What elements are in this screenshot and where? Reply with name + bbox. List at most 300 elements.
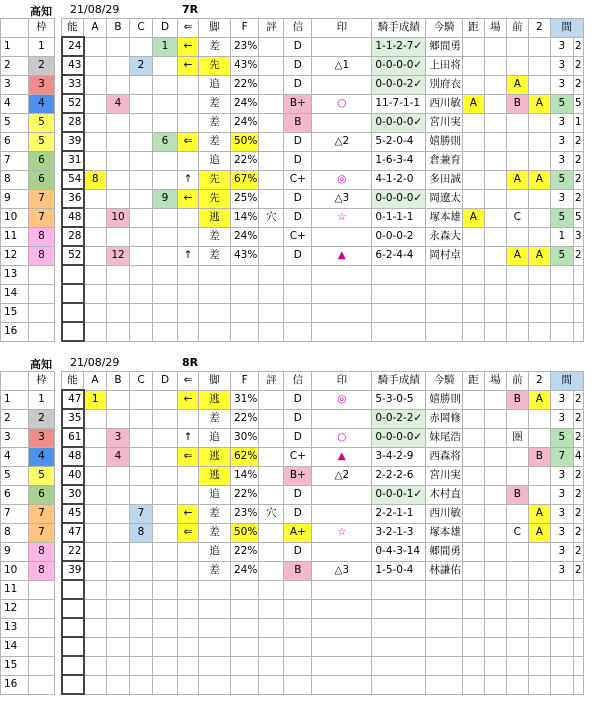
style-cell: 差 [199, 409, 231, 428]
waku-cell: 8 [29, 246, 55, 265]
gap-cell [55, 94, 62, 113]
interval-1-cell: 3 [550, 504, 573, 523]
jockey-record-cell: 0-0-0-2✓ [372, 75, 426, 94]
jockey-record-cell: 5-2-0-4 [372, 132, 426, 151]
col-d [153, 390, 178, 409]
distance-cell [462, 580, 484, 599]
mark-cell [312, 485, 372, 504]
interval-2-cell: 4 [573, 447, 583, 466]
distance-cell [462, 56, 484, 75]
col-c [130, 227, 153, 246]
ability-cell: 39 [62, 561, 84, 580]
hyo-cell: 穴 [259, 208, 284, 227]
col-b [107, 113, 130, 132]
jockey-name-cell: 宮川実 [426, 466, 463, 485]
jockey-record-cell [372, 637, 426, 656]
row-number: 15 [1, 303, 29, 322]
row-number: 6 [1, 132, 29, 151]
style-cell [199, 637, 231, 656]
gap-cell [55, 75, 62, 94]
hyo-cell [259, 284, 284, 303]
shin-cell: A+ [284, 523, 312, 542]
track-cell [484, 618, 506, 637]
col-c [130, 113, 153, 132]
hyo-cell [259, 656, 284, 675]
col-a [84, 542, 107, 561]
waku-cell: 7 [29, 189, 55, 208]
interval-2-cell: 5 [573, 208, 583, 227]
waku-cell: 8 [29, 561, 55, 580]
prev-cell [506, 322, 528, 341]
row-number: 13 [1, 618, 29, 637]
jockey-record-cell [372, 322, 426, 341]
table-row [1, 675, 584, 694]
header-cell-no [1, 372, 29, 391]
race-number: 7R [182, 3, 199, 16]
col-b [107, 37, 130, 56]
mark-cell: △3 [312, 561, 372, 580]
prev-cell: A [506, 246, 528, 265]
jockey-name-cell: 西川敏 [426, 504, 463, 523]
shin-cell: C+ [284, 447, 312, 466]
row-number: 2 [1, 409, 29, 428]
arrow-cell [178, 656, 199, 675]
header-cell: C [130, 372, 153, 391]
table-row [1, 227, 584, 246]
col-d [153, 56, 178, 75]
jockey-name-cell [426, 284, 463, 303]
track-cell [484, 637, 506, 656]
prev-cell [506, 265, 528, 284]
header-cell: 前 [506, 372, 528, 391]
second-cell [528, 409, 550, 428]
style-cell: 逃 [199, 447, 231, 466]
interval-1-cell: 3 [550, 151, 573, 170]
race-8-block [0, 353, 584, 695]
col-d [153, 113, 178, 132]
arrow-cell: ↑ [178, 246, 199, 265]
hyo-cell [259, 56, 284, 75]
col-d [153, 246, 178, 265]
distance-cell [462, 523, 484, 542]
col-b [107, 390, 130, 409]
interval-1-cell: 5 [550, 170, 573, 189]
interval-2-cell: 2 [573, 523, 583, 542]
waku-cell: 5 [29, 466, 55, 485]
col-d [153, 428, 178, 447]
prev-cell [506, 656, 528, 675]
distance-cell [462, 170, 484, 189]
interval-2-cell [573, 675, 583, 694]
interval-2-cell: 2 [573, 170, 583, 189]
jockey-record-cell: 6-2-4-4 [372, 246, 426, 265]
shin-cell [284, 675, 312, 694]
col-b [107, 75, 130, 94]
interval-2-cell: 2 [573, 485, 583, 504]
hyo-cell [259, 322, 284, 341]
col-d [153, 523, 178, 542]
track-cell [484, 447, 506, 466]
jockey-record-cell [372, 265, 426, 284]
gap-cell [55, 322, 62, 341]
row-number: 5 [1, 113, 29, 132]
col-d [153, 151, 178, 170]
distance-cell [462, 485, 484, 504]
interval-2-cell [573, 656, 583, 675]
prev-cell [506, 618, 528, 637]
gap-cell [55, 284, 62, 303]
mark-cell [312, 580, 372, 599]
distance-cell [462, 656, 484, 675]
ability-cell: 48 [62, 447, 84, 466]
second-cell: A [528, 170, 550, 189]
ability-cell: 22 [62, 542, 84, 561]
table-row [1, 113, 584, 132]
shin-cell [284, 618, 312, 637]
hyo-cell [259, 265, 284, 284]
shin-cell: B [284, 113, 312, 132]
gap-cell [55, 523, 62, 542]
jockey-name-cell [426, 303, 463, 322]
prev-cell [506, 37, 528, 56]
second-cell [528, 656, 550, 675]
interval-1-cell [550, 675, 573, 694]
row-number: 10 [1, 208, 29, 227]
jockey-name-cell: 別府衣 [426, 75, 463, 94]
track-cell [484, 523, 506, 542]
race-header [0, 353, 584, 371]
jockey-name-cell [426, 656, 463, 675]
shin-cell: D [284, 246, 312, 265]
header-row [1, 372, 584, 391]
header-cell: 印 [312, 19, 372, 38]
header-cell: 間 [550, 19, 583, 38]
shin-cell: D [284, 56, 312, 75]
ability-cell: 24 [62, 37, 84, 56]
col-b: 10 [107, 208, 130, 227]
interval-2-cell: 2 [573, 37, 583, 56]
gap-cell [55, 504, 62, 523]
jockey-name-cell: 倉兼育 [426, 151, 463, 170]
shin-cell: D [284, 189, 312, 208]
f-cell: 22% [231, 75, 259, 94]
jockey-name-cell: 郷間勇 [426, 37, 463, 56]
col-b [107, 656, 130, 675]
header-cell: A [84, 372, 107, 391]
jockey-name-cell: 西川敏 [426, 94, 463, 113]
jockey-name-cell: 嬉勝則 [426, 132, 463, 151]
interval-2-cell: 2 [573, 189, 583, 208]
ability-cell: 40 [62, 466, 84, 485]
arrow-cell [178, 599, 199, 618]
col-a [84, 523, 107, 542]
header-cell: 脚 [199, 372, 231, 391]
ability-cell: 48 [62, 208, 84, 227]
track-cell [484, 428, 506, 447]
distance-cell [462, 151, 484, 170]
prev-cell [506, 561, 528, 580]
gap-cell [55, 56, 62, 75]
waku-cell: 1 [29, 37, 55, 56]
shin-cell: B+ [284, 94, 312, 113]
style-cell: 追 [199, 75, 231, 94]
interval-1-cell: 3 [550, 409, 573, 428]
interval-1-cell [550, 580, 573, 599]
jockey-record-cell: 0-0-0-2 [372, 227, 426, 246]
row-number: 15 [1, 656, 29, 675]
date-label: 21/08/29 [70, 356, 120, 369]
f-cell [231, 322, 259, 341]
track-cell [484, 322, 506, 341]
row-number: 16 [1, 675, 29, 694]
header-cell: 評 [259, 19, 284, 38]
second-cell: A [528, 504, 550, 523]
f-cell: 14% [231, 466, 259, 485]
hyo-cell [259, 466, 284, 485]
interval-2-cell [573, 618, 583, 637]
arrow-cell [178, 675, 199, 694]
interval-1-cell: 7 [550, 447, 573, 466]
f-cell: 24% [231, 113, 259, 132]
prev-cell [506, 466, 528, 485]
mark-cell [312, 409, 372, 428]
header-cell: 場 [484, 19, 506, 38]
style-cell: 差 [199, 246, 231, 265]
row-number: 7 [1, 151, 29, 170]
col-b [107, 466, 130, 485]
mark-cell [312, 637, 372, 656]
col-b [107, 132, 130, 151]
date-label: 21/08/29 [70, 3, 120, 16]
header-cell: ⇐ [178, 372, 199, 391]
second-cell [528, 132, 550, 151]
f-cell: 22% [231, 485, 259, 504]
hyo-cell [259, 132, 284, 151]
track-cell [484, 246, 506, 265]
col-c [130, 132, 153, 151]
gap-cell [55, 466, 62, 485]
col-a [84, 428, 107, 447]
second-cell [528, 428, 550, 447]
col-c [130, 303, 153, 322]
arrow-cell: ← [178, 504, 199, 523]
mark-cell: ○ [312, 94, 372, 113]
gap-cell [55, 303, 62, 322]
table-row [1, 170, 584, 189]
row-number: 12 [1, 246, 29, 265]
ability-cell: 31 [62, 151, 84, 170]
mark-cell: △2 [312, 466, 372, 485]
jockey-record-cell: 0-0-0-0✓ [372, 113, 426, 132]
gap-cell [55, 265, 62, 284]
interval-1-cell: 3 [550, 189, 573, 208]
col-d [153, 504, 178, 523]
jockey-name-cell: 多田誠 [426, 170, 463, 189]
col-c [130, 75, 153, 94]
interval-1-cell: 3 [550, 485, 573, 504]
gap-cell [55, 372, 62, 391]
table-row [1, 322, 584, 341]
table-row [1, 265, 584, 284]
interval-2-cell [573, 265, 583, 284]
arrow-cell [178, 561, 199, 580]
hyo-cell [259, 227, 284, 246]
f-cell: 31% [231, 390, 259, 409]
row-number: 5 [1, 466, 29, 485]
col-d [153, 75, 178, 94]
prev-cell [506, 303, 528, 322]
shin-cell [284, 265, 312, 284]
distance-cell [462, 37, 484, 56]
interval-2-cell: 2 [573, 428, 583, 447]
jockey-name-cell [426, 618, 463, 637]
prev-cell: A [506, 75, 528, 94]
prev-cell: C [506, 208, 528, 227]
style-cell [199, 599, 231, 618]
mark-cell [312, 113, 372, 132]
col-c [130, 561, 153, 580]
col-b [107, 580, 130, 599]
jockey-name-cell: 宮川実 [426, 113, 463, 132]
waku-cell: 7 [29, 523, 55, 542]
gap-cell [55, 113, 62, 132]
mark-cell: △3 [312, 189, 372, 208]
track-cell [484, 56, 506, 75]
arrow-cell [178, 618, 199, 637]
second-cell: A [528, 390, 550, 409]
second-cell [528, 227, 550, 246]
row-number: 4 [1, 447, 29, 466]
hyo-cell [259, 151, 284, 170]
jockey-record-cell [372, 656, 426, 675]
jockey-name-cell [426, 599, 463, 618]
arrow-cell [178, 227, 199, 246]
row-number: 3 [1, 75, 29, 94]
col-a [84, 151, 107, 170]
distance-cell [462, 618, 484, 637]
col-c: 7 [130, 504, 153, 523]
interval-1-cell [550, 637, 573, 656]
style-cell: 差 [199, 504, 231, 523]
mark-cell: ☆ [312, 523, 372, 542]
ability-cell [62, 675, 84, 694]
col-c [130, 208, 153, 227]
row-number: 11 [1, 580, 29, 599]
ability-cell: 33 [62, 75, 84, 94]
gap-cell [55, 132, 62, 151]
arrow-cell [178, 113, 199, 132]
interval-1-cell: 3 [550, 466, 573, 485]
col-d [153, 561, 178, 580]
jockey-record-cell: 0-1-1-1 [372, 208, 426, 227]
distance-cell [462, 284, 484, 303]
shin-cell: D [284, 132, 312, 151]
gap-cell [55, 428, 62, 447]
style-cell: 差 [199, 94, 231, 113]
row-number: 16 [1, 322, 29, 341]
jockey-name-cell: 林謙佑 [426, 561, 463, 580]
mark-cell [312, 227, 372, 246]
shin-cell [284, 580, 312, 599]
jockey-name-cell: 塚本雄 [426, 523, 463, 542]
track-cell [484, 132, 506, 151]
jockey-record-cell: 0-0-0-0✓ [372, 189, 426, 208]
col-d [153, 208, 178, 227]
ability-cell [62, 265, 84, 284]
track-cell [484, 466, 506, 485]
table-row [1, 132, 584, 151]
distance-cell [462, 75, 484, 94]
waku-cell: 6 [29, 170, 55, 189]
interval-1-cell: 3 [550, 56, 573, 75]
jockey-name-cell: 西森将 [426, 447, 463, 466]
venue-label: 高知 [30, 5, 52, 18]
waku-cell: 4 [29, 94, 55, 113]
col-a [84, 466, 107, 485]
ability-cell [62, 303, 84, 322]
jockey-name-cell: 赤岡修 [426, 409, 463, 428]
shin-cell: D [284, 542, 312, 561]
hyo-cell [259, 94, 284, 113]
hyo-cell [259, 523, 284, 542]
second-cell [528, 265, 550, 284]
distance-cell [462, 265, 484, 284]
row-number: 4 [1, 94, 29, 113]
style-cell: 差 [199, 227, 231, 246]
jockey-name-cell: 嬉勝則 [426, 390, 463, 409]
col-d: 6 [153, 132, 178, 151]
col-a [84, 504, 107, 523]
jockey-record-cell: 0-0-0-0✓ [372, 56, 426, 75]
col-c [130, 637, 153, 656]
shin-cell: D [284, 390, 312, 409]
track-cell [484, 390, 506, 409]
track-cell [484, 170, 506, 189]
table-row [1, 542, 584, 561]
gap-cell [55, 208, 62, 227]
hyo-cell [259, 542, 284, 561]
ability-cell [62, 580, 84, 599]
interval-2-cell: 2 [573, 246, 583, 265]
f-cell [231, 675, 259, 694]
distance-cell: A [462, 208, 484, 227]
hyo-cell [259, 447, 284, 466]
table-row [1, 637, 584, 656]
style-cell: 逃 [199, 466, 231, 485]
header-cell: D [153, 19, 178, 38]
col-a [84, 94, 107, 113]
jockey-name-cell: 木村直 [426, 485, 463, 504]
arrow-cell: ← [178, 56, 199, 75]
interval-1-cell: 5 [550, 246, 573, 265]
waku-cell: 2 [29, 409, 55, 428]
row-number: 3 [1, 428, 29, 447]
waku-cell: 7 [29, 504, 55, 523]
gap-cell [55, 580, 62, 599]
col-c [130, 485, 153, 504]
col-c [130, 599, 153, 618]
row-number: 1 [1, 390, 29, 409]
header-cell: ⇐ [178, 19, 199, 38]
ability-cell [62, 322, 84, 341]
header-cell: 能 [62, 19, 84, 38]
ability-cell: 30 [62, 485, 84, 504]
f-cell: 25% [231, 189, 259, 208]
distance-cell [462, 637, 484, 656]
col-a [84, 265, 107, 284]
style-cell: 先 [199, 56, 231, 75]
col-d [153, 599, 178, 618]
